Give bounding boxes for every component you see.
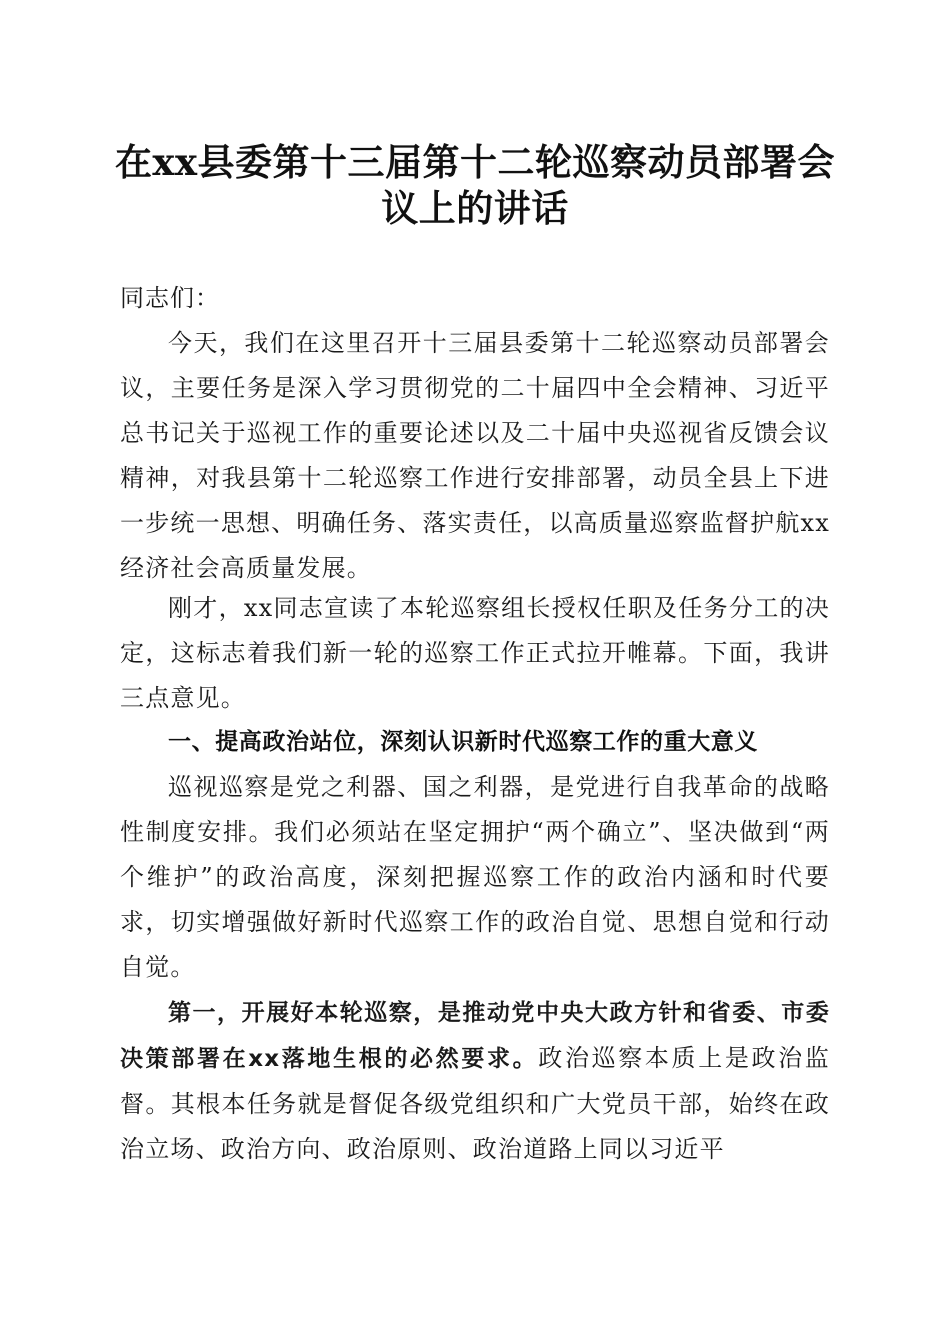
paragraph-section-1: 巡视巡察是党之利器、国之利器，是党进行自我革命的战略性制度安排。我们必须站在坚定拥护“两个确立”、坚决做到“两个维护”的政治高度，深刻把握巡察工作的政治内涵和时代要求，切实增强做好新时代巡察工作的政治自觉、思想自觉和行动自觉。	[120, 773, 830, 981]
document-title-line-1: 在xx县委第十三届第十二轮巡察动员部署会	[114, 140, 836, 184]
document-title-line-2: 议上的讲话	[381, 186, 569, 230]
paragraph-intro: 今天，我们在这里召开十三届县委第十二轮巡察动员部署会议，主要任务是深入学习贯彻党的二十届四中全会精神、习近平总书记关于巡视工作的重要论述以及二十届中央巡视省反馈会议精神，对我县第十二轮巡察工作进行安排部署，动员全县上下进一步统一思想、明确任务、落实责任，以高质量巡察监督护航xx经济社会高质量发展。	[120, 329, 830, 582]
greeting: 同志们：	[120, 284, 220, 312]
point-1-lead: 第一，开展好本轮巡察，是推动党中央大政方针和省委、市委决策部署在xx落地生根的必然要求。	[120, 1000, 830, 1072]
paragraph-transition: 刚才，xx同志宣读了本轮巡察组长授权任职及任务分工的决定，这标志着我们新一轮的巡察工作正式拉开帷幕。下面，我讲三点意见。	[120, 594, 830, 712]
point-1-body: 政治巡察本质上是政治监督。其根本任务就是督促各级党组织和广大党员干部，始终在政治立场、政治方向、政治原则、政治道路上同以习近平	[120, 1044, 831, 1163]
paragraph-point-1	[120, 990, 830, 1172]
section-heading-1: 一、提高政治站位，深刻认识新时代巡察工作的重大意义	[168, 729, 758, 755]
